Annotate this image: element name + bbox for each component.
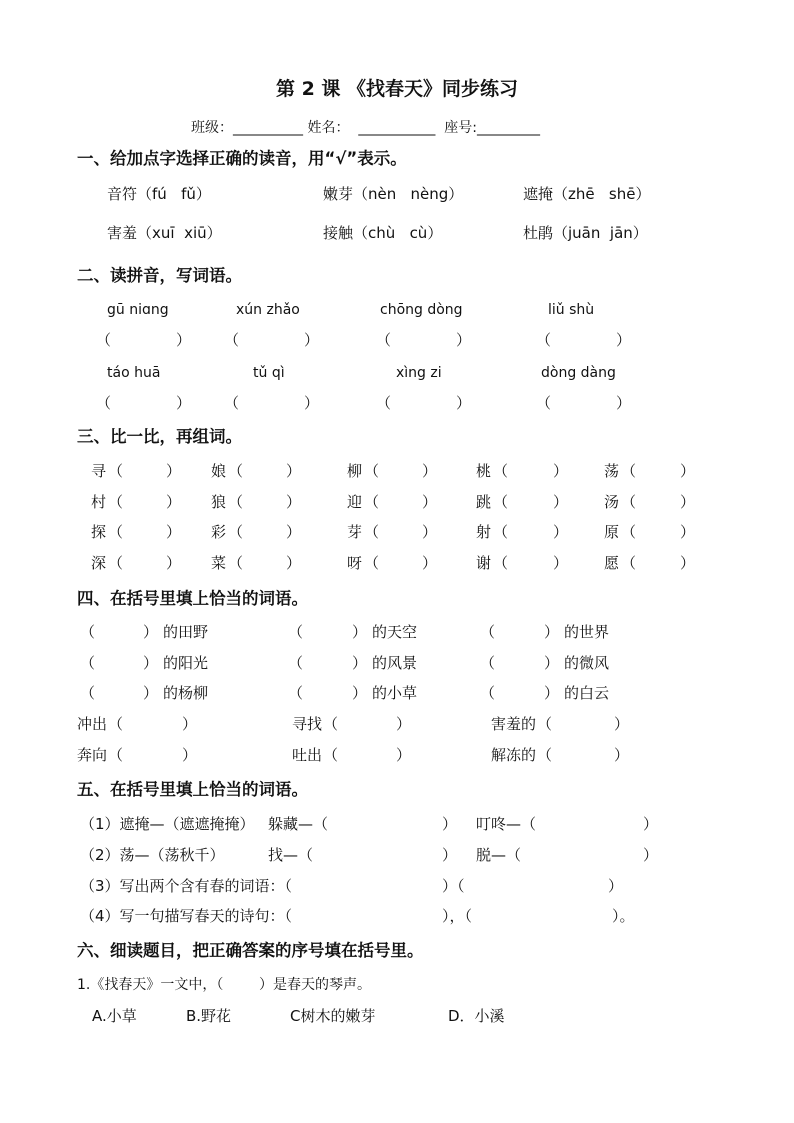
answer-bracket-close: ） (352, 654, 368, 672)
section-1-heading: 一、给加点字选择正确的读音，用“√”表示。 (77, 149, 407, 168)
pinyin-label: xìng zi (396, 365, 442, 381)
phrase-text: 奔向 (77, 746, 108, 764)
compare-char: 探 (91, 523, 107, 541)
answer-bracket-open: （ (108, 715, 124, 733)
answer-bracket-open: （ (108, 493, 124, 511)
answer-bracket-close: ） (143, 623, 159, 641)
answer-bracket-open: （ (376, 394, 392, 412)
compare-char: 芽 (347, 523, 363, 541)
answer-bracket-close: ） (396, 715, 412, 733)
answer-bracket-open: （ (493, 554, 509, 572)
answer-bracket-close: ） (680, 554, 696, 572)
answer-bracket-close: ） (456, 331, 472, 349)
answer-bracket-close: ） (680, 493, 696, 511)
answer-bracket-close: ） (286, 493, 302, 511)
answer-bracket-open: （ (364, 523, 380, 541)
q5-1-part-b: 躲藏—（ (268, 815, 329, 833)
answer-bracket-close: ） (616, 331, 632, 349)
compare-char: 娘 (211, 462, 227, 480)
answer-bracket-close: ） (166, 493, 182, 511)
answer-bracket-close: ） (182, 715, 198, 733)
answer-bracket-close: ） (143, 654, 159, 672)
compare-char: 汤 (604, 493, 620, 511)
answer-bracket-open: （ (480, 654, 496, 672)
compare-char: 愿 (604, 554, 620, 572)
answer-bracket-open: （ (493, 523, 509, 541)
page-title: 第 2 课 《找春天》同步练习 (275, 78, 519, 100)
phrase-text: 的杨柳 (163, 684, 209, 702)
answer-bracket-close: ） (352, 684, 368, 702)
answer-bracket-close: ） (176, 331, 192, 349)
answer-bracket-close: ） (143, 684, 159, 702)
answer-bracket-open: （ (364, 462, 380, 480)
answer-bracket-close: ） (352, 623, 368, 641)
q5-4: （4）写一句描写春天的诗句：（ (80, 907, 293, 925)
phrase-text: 冲出 (77, 715, 108, 733)
answer-bracket-open: （ (323, 746, 339, 764)
phrase-text: 的白云 (564, 684, 610, 702)
answer-bracket-close: ） (286, 554, 302, 572)
answer-bracket-open: （ (96, 331, 112, 349)
pinyin-label: gū niɑng (107, 302, 169, 318)
phrase-text: 害羞的 (491, 715, 537, 733)
answer-option: D．小溪 (448, 1007, 505, 1025)
phrase-text: 的风景 (372, 654, 418, 672)
answer-bracket-close: ） (422, 554, 438, 572)
phrase-text: 的天空 (372, 623, 418, 641)
q5-1-example: （1）遮掩—（遮遮掩掩） (80, 815, 255, 833)
compare-char: 迎 (347, 493, 363, 511)
answer-bracket-open: （ (480, 623, 496, 641)
answer-bracket-open: （ (288, 623, 304, 641)
section-5-heading: 五、在括号里填上恰当的词语。 (77, 780, 308, 799)
answer-bracket-close: ） (614, 746, 630, 764)
answer-bracket-open: （ (621, 523, 637, 541)
answer-bracket-open: （ (80, 623, 96, 641)
compare-char: 桃 (476, 462, 492, 480)
s1-item: 遮掩（zhē shē） (523, 185, 651, 203)
answer-bracket-close: ） (614, 715, 630, 733)
answer-bracket-open: （ (228, 554, 244, 572)
q5-3-middle: ）（ (442, 877, 465, 895)
q5-2-example: （2）荡—（荡秋千） (80, 846, 225, 864)
answer-bracket-open: （ (621, 493, 637, 511)
answer-bracket-open: （ (621, 462, 637, 480)
section-4-heading: 四、在括号里填上恰当的词语。 (77, 589, 308, 608)
q5-4-end: ）。 (612, 907, 635, 925)
answer-bracket-close: ） (616, 394, 632, 412)
answer-bracket-open: （ (108, 462, 124, 480)
answer-bracket-open: （ (80, 684, 96, 702)
compare-char: 荡 (604, 462, 620, 480)
phrase-text: 的小草 (372, 684, 418, 702)
answer-bracket-open: （ (364, 493, 380, 511)
answer-bracket-close: ） (643, 846, 659, 864)
answer-bracket-open: （ (364, 554, 380, 572)
phrase-text: 的田野 (163, 623, 209, 641)
answer-bracket-open: （ (376, 331, 392, 349)
q5-1-part-c: 叮咚—（ (476, 815, 537, 833)
compare-char: 谢 (476, 554, 492, 572)
answer-bracket-open: （ (108, 554, 124, 572)
compare-char: 菜 (211, 554, 227, 572)
answer-bracket-open: （ (536, 331, 552, 349)
q5-4-middle: ），（ (442, 907, 473, 925)
compare-char: 柳 (347, 462, 363, 480)
answer-bracket-open: （ (288, 654, 304, 672)
phrase-text: 的微风 (564, 654, 610, 672)
q5-3: （3）写出两个含有春的词语：（ (80, 877, 293, 895)
answer-bracket-close: ） (608, 877, 624, 895)
answer-bracket-open: （ (493, 493, 509, 511)
answer-bracket-open: （ (480, 684, 496, 702)
compare-char: 原 (604, 523, 620, 541)
answer-bracket-close: ） (176, 394, 192, 412)
answer-bracket-close: ） (182, 746, 198, 764)
compare-char: 深 (91, 554, 107, 572)
answer-bracket-close: ） (286, 523, 302, 541)
section-3-heading: 三、比一比，再组词。 (77, 427, 242, 446)
answer-bracket-close: ） (166, 523, 182, 541)
answer-bracket-close: ） (553, 462, 569, 480)
answer-bracket-open: （ (80, 654, 96, 672)
answer-bracket-close: ） (456, 394, 472, 412)
answer-bracket-open: （ (108, 746, 124, 764)
answer-bracket-close: ） (422, 523, 438, 541)
compare-char: 跳 (476, 493, 492, 511)
answer-bracket-open: （ (224, 331, 240, 349)
answer-bracket-close: ） (442, 815, 458, 833)
answer-bracket-close: ） (166, 554, 182, 572)
answer-bracket-close: ） (544, 654, 560, 672)
answer-bracket-close: ） (422, 493, 438, 511)
s1-item: 嫩芽（nèn nèng） (323, 185, 464, 203)
compare-char: 彩 (211, 523, 227, 541)
answer-bracket-close: ） (544, 623, 560, 641)
s1-item: 杜鹃（juān jān） (523, 224, 648, 242)
answer-bracket-open: （ (536, 394, 552, 412)
compare-char: 呀 (347, 554, 363, 572)
s1-item: 音符（fú fǔ） (107, 185, 211, 203)
answer-bracket-open: （ (537, 715, 553, 733)
pinyin-label: tǔ qì (253, 365, 285, 381)
answer-bracket-open: （ (621, 554, 637, 572)
s1-item: 害羞（xuī xiū） (107, 224, 222, 242)
phrase-text: 的世界 (564, 623, 610, 641)
answer-bracket-close: ） (442, 846, 458, 864)
answer-bracket-close: ） (422, 462, 438, 480)
q6-1-question: 1.《找春天》一文中，（ ）是春天的琴声。 (77, 977, 371, 993)
answer-bracket-close: ） (680, 462, 696, 480)
answer-bracket-close: ） (286, 462, 302, 480)
compare-char: 寻 (91, 462, 107, 480)
compare-char: 狼 (211, 493, 227, 511)
section-2-heading: 二、读拼音，写词语。 (77, 266, 242, 285)
answer-bracket-open: （ (228, 493, 244, 511)
pinyin-label: chōng dòng (380, 302, 463, 318)
answer-bracket-open: （ (323, 715, 339, 733)
q5-2-part-b: 找—（ (268, 846, 314, 864)
student-info-line: 班级：__________ 姓名： ___________ 座号:_________ (191, 120, 540, 136)
pinyin-label: táo huā (107, 365, 161, 381)
answer-bracket-open: （ (108, 523, 124, 541)
answer-option: A.小草 (92, 1007, 137, 1025)
answer-bracket-close: ） (553, 554, 569, 572)
compare-char: 村 (91, 493, 107, 511)
answer-option: B.野花 (186, 1007, 232, 1025)
answer-option: C树木的嫩芽 (290, 1007, 376, 1025)
pinyin-label: dòng dàng (541, 365, 616, 381)
answer-bracket-open: （ (228, 462, 244, 480)
answer-bracket-close: ） (166, 462, 182, 480)
section-6-heading: 六、细读题目，把正确答案的序号填在括号里。 (77, 941, 424, 960)
pinyin-label: liǔ shù (548, 302, 595, 318)
answer-bracket-open: （ (228, 523, 244, 541)
q5-2-part-c: 脱—（ (476, 846, 522, 864)
answer-bracket-open: （ (493, 462, 509, 480)
answer-bracket-close: ） (680, 523, 696, 541)
answer-bracket-open: （ (537, 746, 553, 764)
phrase-text: 吐出 (292, 746, 323, 764)
pinyin-label: xún zhǎo (236, 302, 300, 318)
phrase-text: 寻找 (292, 715, 323, 733)
answer-bracket-close: ） (553, 523, 569, 541)
answer-bracket-close: ） (396, 746, 412, 764)
answer-bracket-close: ） (304, 394, 320, 412)
answer-bracket-open: （ (224, 394, 240, 412)
answer-bracket-close: ） (544, 684, 560, 702)
answer-bracket-open: （ (288, 684, 304, 702)
answer-bracket-open: （ (96, 394, 112, 412)
phrase-text: 解冻的 (491, 746, 537, 764)
compare-char: 射 (476, 523, 492, 541)
answer-bracket-close: ） (304, 331, 320, 349)
answer-bracket-close: ） (553, 493, 569, 511)
s1-item: 接触（chù cù） (323, 224, 443, 242)
answer-bracket-close: ） (643, 815, 659, 833)
phrase-text: 的阳光 (163, 654, 209, 672)
